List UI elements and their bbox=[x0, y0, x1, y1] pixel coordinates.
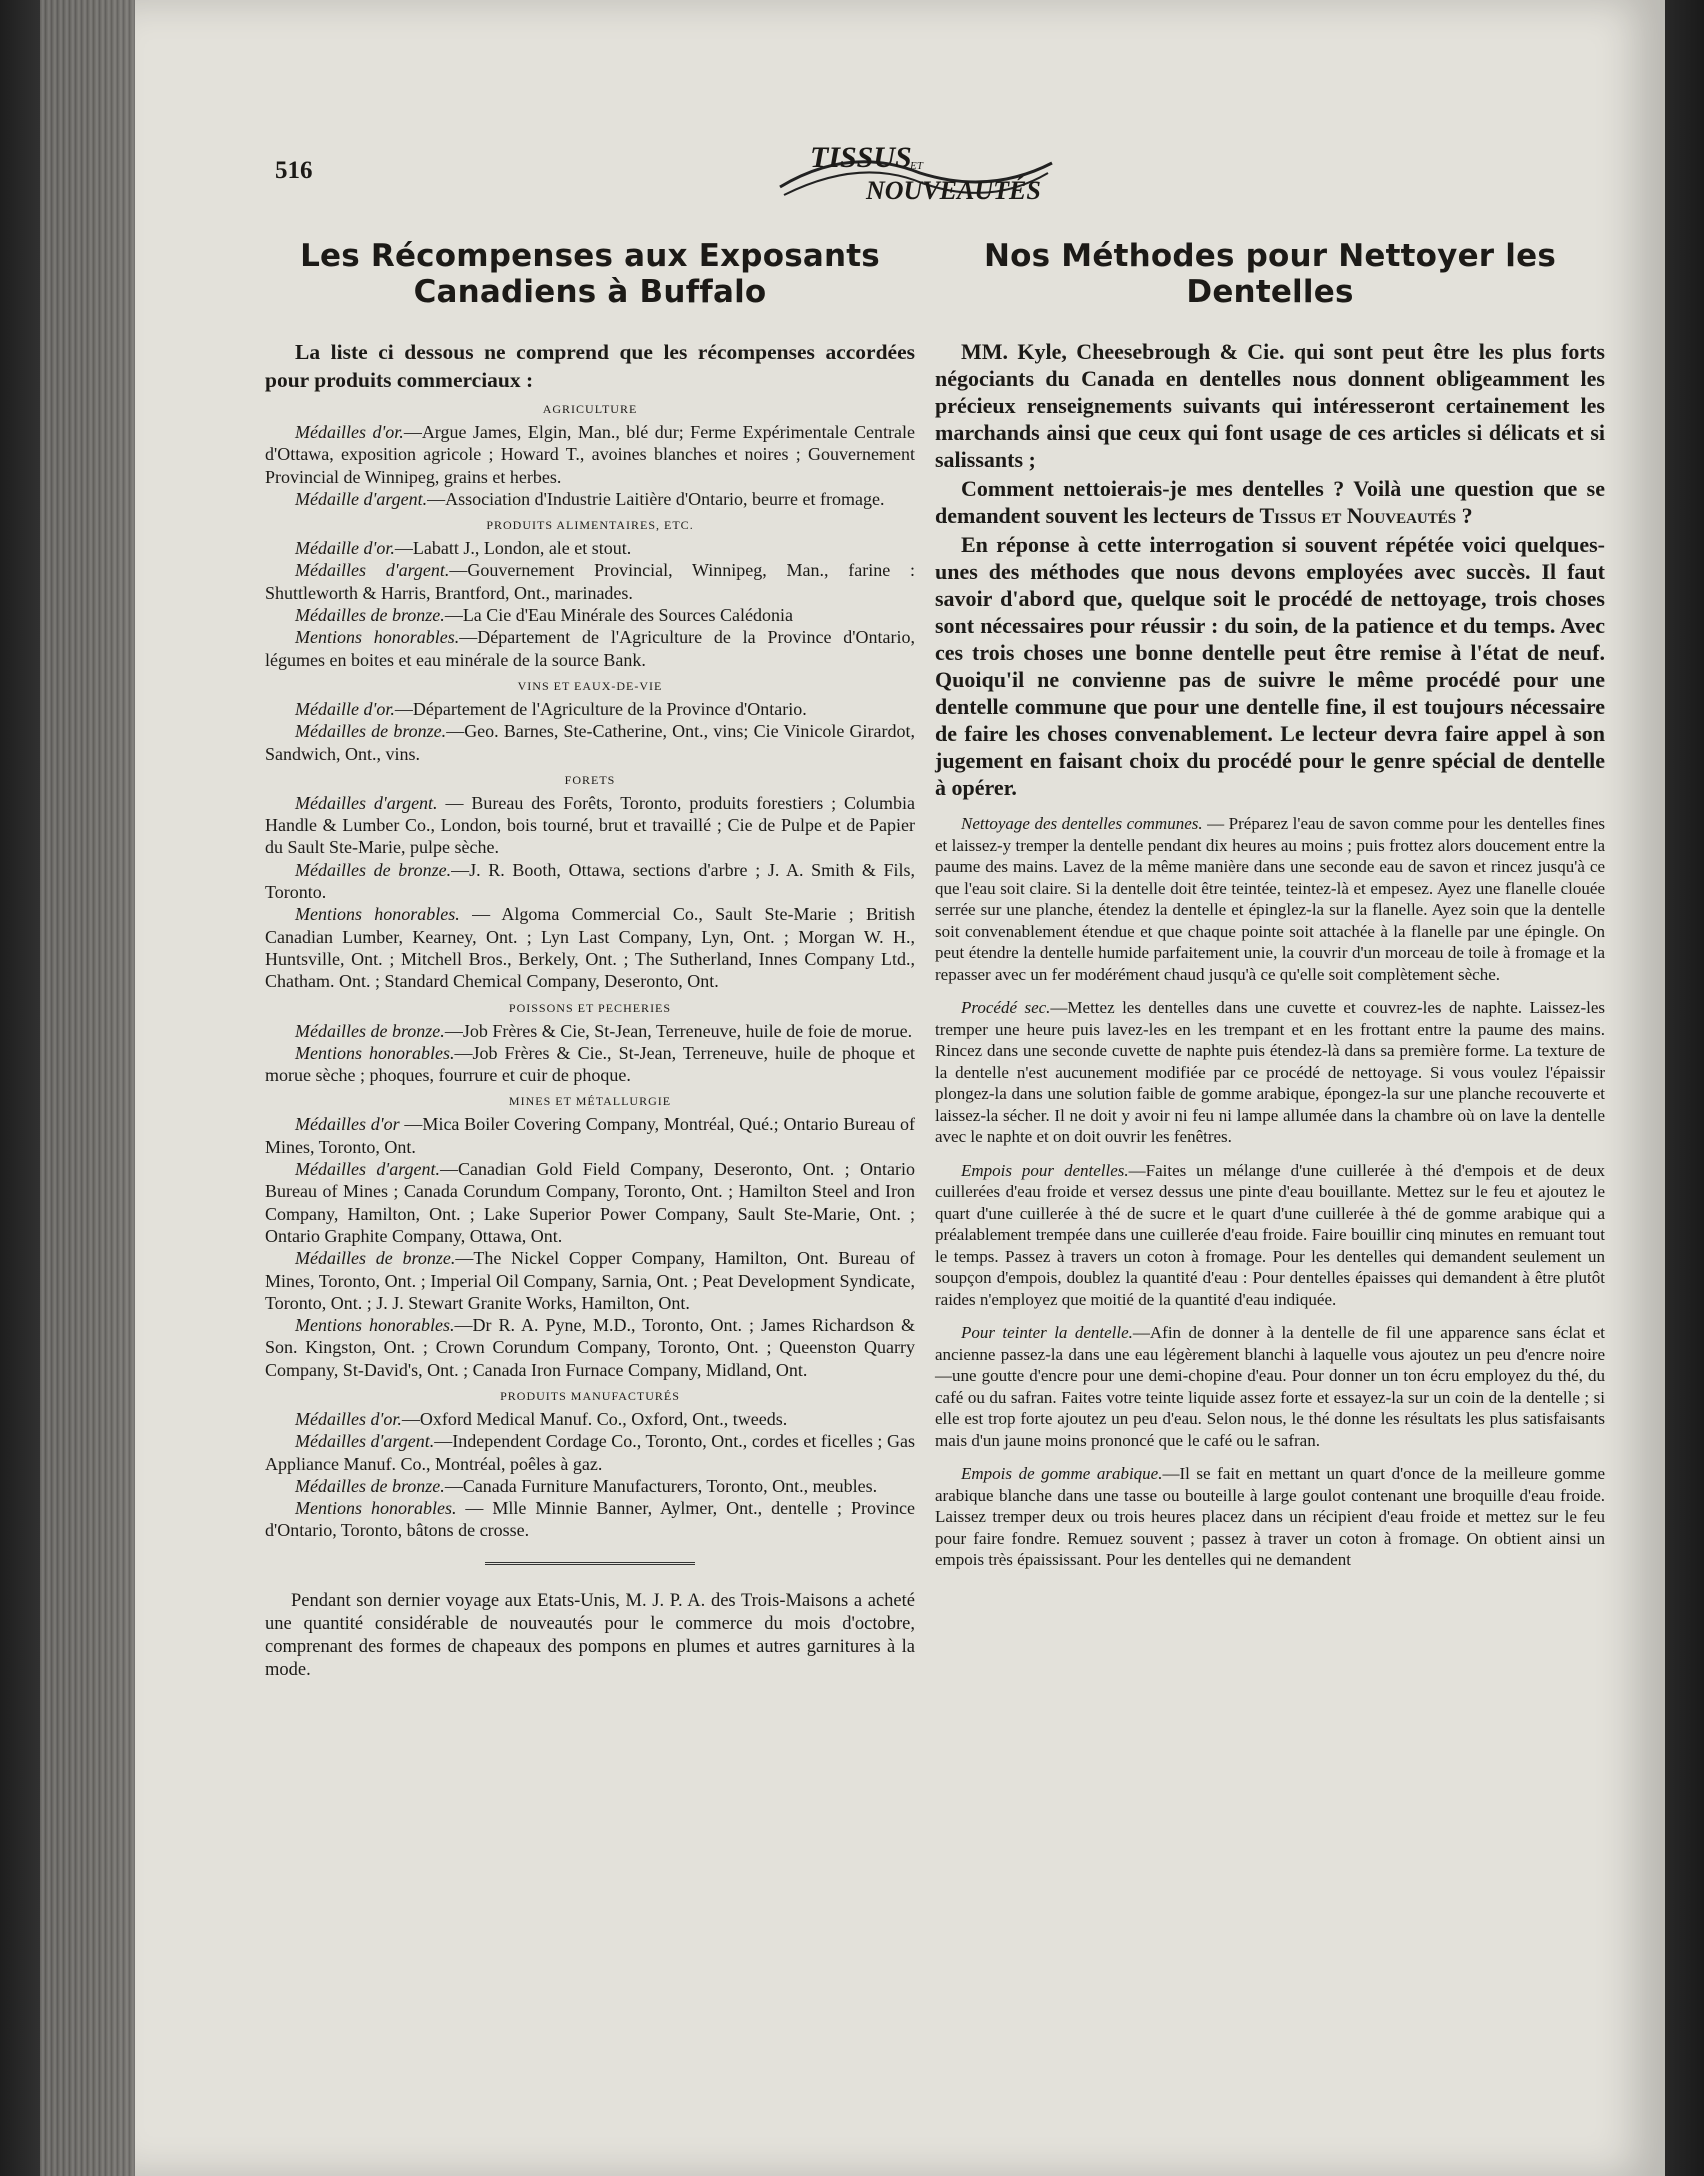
award-label: Médailles d'argent. bbox=[295, 1159, 441, 1180]
right-paragraph-2 bbox=[935, 475, 1605, 529]
award-label: Médailles de bronze. bbox=[295, 721, 447, 742]
award-text: —Job Frères & Cie., St-Jean, Terreneuve, huile de phoque et morue sèche ; phoques, fourrure et cuir de phoque. bbox=[265, 1042, 915, 1086]
award-label: Médailles de bronze. bbox=[295, 1248, 456, 1269]
method-text: — Préparez l'eau de savon comme pour les dentelles fines et laissez-y tremper la dentelle pendant dix heures au moins ; puis frottez alors doucement entre la paume des mains. Lavez de la même manière dans une seconde eau de savon et rincez jusqu'à ce que l'eau soit claire. Si la dentelle doit être teintée, teintez-là et empesez. Ayez une flanelle clouée serrée sur une planche, étendez la dentelle et épinglez-la sur la flanelle. Ayez soin que la dentelle soit convenablement étendue et que chaque pointe soit attachée à la flanelle par une épingle. On peut étendre la dentelle humide parfaitement unie, la couvrir d'un morceau de toile à fromage et la repasser avec un fer modérément chaud jusqu'à ce qu'elle soit complètement sèche. bbox=[935, 814, 1606, 984]
award-label: Mentions honorables. bbox=[295, 1498, 457, 1519]
masthead-line2: NOUVEAUTÉS bbox=[866, 176, 1041, 205]
award-label: Mentions honorables. bbox=[295, 1315, 455, 1336]
award-label: Médaille d'argent. bbox=[295, 488, 428, 509]
left-title-line2: Canadiens à Buffalo bbox=[413, 274, 767, 310]
award-entry bbox=[265, 1113, 915, 1158]
award-entry bbox=[265, 1475, 915, 1497]
cleaning-methods bbox=[935, 813, 1605, 1571]
award-label: Mentions honorables. bbox=[295, 627, 460, 648]
award-text: — Mlle Minnie Banner, Aylmer, Ont., dentelle ; Province d'Ontario, Toronto, bâtons de crosse. bbox=[265, 1498, 915, 1541]
award-text: —Labatt J., London, ale et stout. bbox=[394, 538, 632, 559]
method-text: —Mettez les dentelles dans une cuvette et couvrez-les de naphte. Laissez-les tremper une heure puis lavez-les en les trempant et en les frottant entre la paume des mains. Rincez dans une seconde cuvette de naphte puis étendez-là dans sa première forme. La texture de la dentelle n'est aucunement modifiée par ce procédé de nettoyage. Si vous voulez l'épaissir plongez-la dans une solution faible de gomme arabique, épongez-la sur une planche recouverte et laissez-la sécher. Il ne doit y avoir ni feu ni lampe allumée dans la chambre où on lave la dentelle avec le naphte et on doit ouvrir les fenêtres. bbox=[935, 998, 1605, 1146]
award-text: —Argue James, Elgin, Man., blé dur; Ferme Expérimentale Centrale d'Ottawa, exposition agricole ; Howard T., avoines blanches et noires ; Gouvernement Provincial de Winnipeg, grains et herbes. bbox=[265, 422, 916, 487]
masthead-line1: TISSUS bbox=[810, 141, 912, 174]
award-label: Médailles d'argent. bbox=[295, 560, 450, 581]
section-heading: FORETS bbox=[564, 772, 616, 787]
award-text: —Independent Cordage Co., Toronto, Ont., cordes et ficelles ; Gas Appliance Manuf. Co., Montréal, poêles à gaz. bbox=[265, 1431, 915, 1474]
left-column bbox=[265, 238, 915, 1682]
award-entry bbox=[265, 1314, 915, 1381]
masthead-small: ET bbox=[910, 160, 923, 172]
section-heading: PRODUITS ALIMENTAIRES, ETC. bbox=[486, 518, 694, 533]
section-heading: AGRICULTURE bbox=[542, 402, 638, 416]
award-text: —La Cie d'Eau Minérale des Sources Calédonia bbox=[444, 605, 793, 626]
page-number: 516 bbox=[275, 157, 313, 184]
right-paragraph-3: En réponse à cette interrogation si souvent répétée voici quelques-unes des méthodes que nous devons employées avec succès. Il faut savoir d'abord que, quelque soit le procédé de nettoyage, trois choses sont nécessaires pour réussir : du soin, de la patience et du temps. Avec ces trois choses une bonne dentelle peut être remise à l'état de neuf. Quoiqu'il ne convienne pas de suivre le même procédé pour une dentelle commune que pour une dentelle fine, il est toujours nécessaire de faire les choses convenablement. Le lecteur devra faire appel à son jugement en faisant choix du procédé pour le genre spécial de dentelle à opérer. bbox=[935, 532, 1605, 800]
award-text: —Département de l'Agriculture de la Province d'Ontario, légumes en boites et eau minérale de la source Bank. bbox=[265, 627, 915, 670]
award-text: —Geo. Barnes, Ste-Catherine, Ont., vins; Cie Vinicole Girardot, Sandwich, Ont., vins. bbox=[265, 721, 915, 764]
method-label: Pour teinter la dentelle. bbox=[961, 1323, 1133, 1342]
method-label: Empois pour dentelles. bbox=[961, 1160, 1129, 1180]
award-entry bbox=[265, 604, 915, 626]
award-entry bbox=[265, 720, 915, 765]
award-text: —Oxford Medical Manuf. Co., Oxford, Ont., tweeds. bbox=[401, 1408, 788, 1429]
award-entry bbox=[265, 1247, 915, 1314]
award-text: —Association d'Industrie Laitière d'Ontario, beurre et fromage. bbox=[427, 488, 885, 509]
award-text: —J. R. Booth, Ottawa, sections d'arbre ; J. A. Smith & Fils, Toronto. bbox=[265, 859, 915, 903]
award-entry bbox=[265, 626, 915, 671]
right-title-line2: Dentelles bbox=[1186, 274, 1354, 310]
award-entry bbox=[265, 1430, 915, 1475]
method-paragraph bbox=[935, 1160, 1605, 1311]
method-label: Nettoyage des dentelles communes. bbox=[961, 814, 1203, 833]
award-entry bbox=[265, 1020, 915, 1042]
award-entry bbox=[265, 792, 915, 859]
award-entry bbox=[265, 903, 915, 992]
award-entry bbox=[265, 537, 915, 559]
award-entry bbox=[265, 1497, 915, 1542]
right-article-title bbox=[935, 238, 1605, 310]
award-text: —Job Frères & Cie, St-Jean, Terreneuve, huile de foie de morue. bbox=[444, 1020, 913, 1041]
award-label: Médailles d'argent. bbox=[295, 1431, 435, 1452]
method-text: —Faites un mélange d'une cuillerée à thé d'empois et de deux cuillerées d'eau froide et versez dessus une pinte d'eau bouillante. Mettez sur le feu et ajoutez le quart d'une cuillerée à thé de sucre et le quart d'une cuillerée à thé de gomme arabique qui a préalablement trempée dans une cuillerée d'eau froide. Faire bouillir cinq minutes en remuant tout le temps. Passez à travers un coton à fromage. Pour les dentelles qui demandent seulement un soupçon d'empois, doublez la quantité d'eau : Pour dentelles épaisses qui demandent à être plutôt raides n'employez que moitié de la quantité d'eau indiquée. bbox=[935, 1160, 1606, 1309]
left-intro: La liste ci dessous ne comprend que les récompenses accordées pour produits commerciaux : bbox=[265, 340, 915, 392]
award-entry bbox=[265, 859, 915, 904]
method-paragraph bbox=[935, 1463, 1605, 1571]
magazine-name: Tissus et Nouveautés ? bbox=[1259, 503, 1473, 528]
award-sections bbox=[265, 402, 915, 1542]
award-entry bbox=[265, 1408, 915, 1430]
award-text: —Gouvernement Provincial, Winnipeg, Man., farine : Shuttleworth & Harris, Brantford, Ont., marinades. bbox=[265, 560, 915, 603]
method-label: Empois de gomme arabique. bbox=[961, 1464, 1163, 1483]
right-title-line1: Nos Méthodes pour Nettoyer les bbox=[984, 238, 1556, 274]
right-paragraph-1: MM. Kyle, Cheesebrough & Cie. qui sont peut être les plus forts négociants du Canada en dentelles nous donnent obligeamment les précieux renseignements suivants qui intéresseront certainement les marchands ainsi que ceux qui font usage de ces articles si délicats et si salissants ; bbox=[935, 339, 1605, 472]
award-text: —Département de l'Agriculture de la Province d'Ontario. bbox=[394, 698, 807, 719]
award-entry bbox=[265, 421, 915, 488]
method-paragraph bbox=[935, 813, 1605, 985]
award-entry bbox=[265, 1158, 915, 1247]
section-heading: MINES ET MÉTALLURGIE bbox=[508, 1094, 672, 1109]
award-entry bbox=[265, 559, 915, 604]
right-column bbox=[935, 238, 1605, 1571]
right-paragraph-2-text: Comment nettoierais-je mes dentelles ? Voilà une question que se demandent souvent les lecteurs de bbox=[935, 476, 1605, 528]
award-label: Médailles d'or bbox=[295, 1114, 400, 1135]
section-heading: PRODUITS MANUFACTURÉS bbox=[500, 1388, 680, 1403]
award-text: —Canada Furniture Manufacturers, Toronto, Ont., meubles. bbox=[444, 1475, 878, 1496]
book-page-edges bbox=[40, 0, 150, 2176]
award-text: — Bureau des Forêts, Toronto, produits forestiers ; Columbia Handle & Lumber Co., London, bois tourné, brut et travaillé ; Cie de Pulpe et de Papier du Sault Ste-Marie, pulpe sèche. bbox=[265, 792, 915, 858]
method-text: —Il se fait en mettant un quart d'once de la meilleure gomme arabique blanche dans une tasse ou bouteille à large goulot contenant une broquille d'eau froide. Laissez tremper deux ou trois heures placez dans un récipient d'eau froide et mettez sur le feu pour faire fondre. Remuez souvent ; passez à traver un coton à fromage. On obtient ainsi un empois très épaississant. Pour les dentelles qui ne demandent bbox=[935, 1464, 1606, 1569]
award-text: —Mica Boiler Covering Company, Montréal, Qué.; Ontario Bureau of Mines, Toronto, Ont. bbox=[265, 1114, 916, 1157]
award-label: Médailles de bronze. bbox=[295, 859, 452, 880]
award-label: Médailles de bronze. bbox=[295, 605, 445, 626]
award-text: —The Nickel Copper Company, Hamilton, Ont. Bureau of Mines, Toronto, Ont. ; Imperial Oil Company, Sarnia, Ont. ; Peat Development Syndicate, Toronto, Ont. ; J. J. Stewart Granite Works, Hamilton, Ont. bbox=[265, 1248, 915, 1313]
method-label: Procédé sec. bbox=[961, 998, 1051, 1017]
award-entry bbox=[265, 488, 915, 510]
left-article-title bbox=[265, 238, 915, 310]
award-label: Médaille d'or. bbox=[295, 538, 395, 559]
section-heading: VINS ET EAUX-DE-VIE bbox=[517, 678, 663, 693]
award-label: Médailles de bronze. bbox=[295, 1475, 445, 1496]
method-paragraph bbox=[935, 1322, 1605, 1451]
award-entry bbox=[265, 1042, 915, 1087]
award-label: Médailles d'argent. bbox=[295, 792, 438, 813]
award-label: Mentions honorables. bbox=[295, 904, 460, 925]
award-label: Médailles d'or. bbox=[295, 1408, 402, 1429]
column-divider bbox=[485, 1562, 695, 1568]
award-label: Médailles de bronze. bbox=[295, 1020, 445, 1041]
section-heading: POISSONS ET PECHERIES bbox=[508, 1000, 672, 1015]
left-title-line1: Les Récompenses aux Exposants bbox=[300, 238, 880, 274]
method-text: —Afin de donner à la dentelle de fil une apparence sans éclat et ancienne passez-la dans une eau légèrement blanchi à laquelle vous ajoutez un peu d'encre noire—une goutte d'encre pour une demi-chopine d'eau. Pour donner un ton écru employez du thé, du café ou du safran. Faites votre teinte liquide assez forte et essayez-la sur un coin de la dentelle ; si elle est trop forte ajoutez un peu d'eau. Selon nous, le thé donne les résultats les plus satisfaisants mais d'un jaune moins prononcé que le café ou le safran. bbox=[935, 1323, 1605, 1450]
masthead-logo bbox=[770, 125, 1060, 215]
award-entry bbox=[265, 698, 915, 720]
award-label: Mentions honorables. bbox=[295, 1042, 455, 1063]
award-text: —Dr R. A. Pyne, M.D., Toronto, Ont. ; James Richardson & Son. Kingston, Ont. ; Crown Corundum Company, Toronto, Ont. ; Queenston Quarry Company, St-David's, Ont. ; Canada Iron Furnace Company, Midland, Ont. bbox=[265, 1315, 915, 1380]
award-text: — Algoma Commercial Co., Sault Ste-Marie ; British Canadian Lumber, Kearney, Ont. ; Lyn Last Company, Lyn, Ont. ; Morgan W. H., Huntsville, Ont. ; Mitchell Bros., Berkely, Ont. ; The Sutherland, Innes Company Ltd., Chatham. Ont. ; Standard Chemical Company, Deseronto, Ont. bbox=[265, 904, 915, 992]
award-label: Médailles d'or. bbox=[295, 422, 404, 442]
award-label: Médaille d'or. bbox=[295, 698, 395, 719]
award-text: —Canadian Gold Field Company, Deseronto, Ont. ; Ontario Bureau of Mines ; Canada Corundum Company, Toronto, Ont. ; Hamilton Steel and Iron Company, Hamilton, Ont. ; Lake Superior Power Company, Sault Ste-Marie, Ont. ; Ontario Graphite Company, Ottawa, Ont. bbox=[265, 1159, 915, 1246]
news-item: Pendant son dernier voyage aux Etats-Unis, M. J. P. A. des Trois-Maisons a acheté une quantité considérable de nouveautés pour le commerce du mois d'octobre, comprenant des formes de chapeaux des pompons en plumes et autres garnitures à la mode. bbox=[265, 1590, 915, 1680]
method-paragraph bbox=[935, 997, 1605, 1148]
